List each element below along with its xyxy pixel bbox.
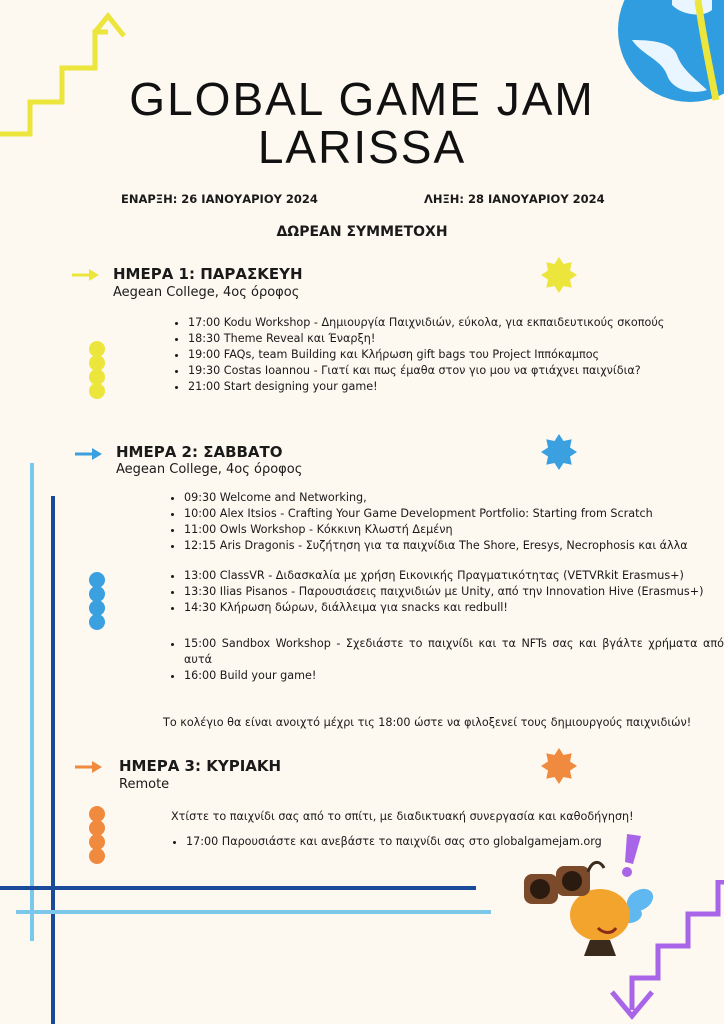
list-item: • 12:15 Aris Dragonis - Συζήτηση για τα παιχνίδια The Shore, Eresys, Necrophosis και άλλα — [184, 538, 724, 554]
navy-vertical-line — [51, 496, 55, 1024]
list-item: • 17:00 Παρουσιάστε και ανεβάστε το παιχνίδι σας στο globalgamejam.org — [186, 834, 646, 850]
light-blue-vertical-line — [30, 463, 34, 941]
day1-title: ΗΜΕΡΑ 1: ΠΑΡΑΣΚΕΥΗ — [113, 265, 303, 283]
list-item: • 15:00 Sandbox Workshop - Σχεδιάστε το παιχνίδι και τα NFTs σας και βγάλτε χρήματα από αυτά — [184, 636, 724, 668]
spacer — [184, 616, 724, 636]
list-item: • 17:00 Kodu Workshop - Δημιουργία Παιχνιδιών, εύκολα, για εκπαιδευτικούς σκοπούς — [188, 315, 680, 331]
day3-schedule — [172, 834, 646, 850]
start-date: ΕΝΑΡΞΗ: 26 ΙΑΝΟΥΑΡΙΟΥ 2024 — [121, 192, 318, 206]
purple-stairs-arrow-icon — [600, 880, 724, 1024]
spacer — [184, 554, 724, 568]
arrow-right-icon — [75, 446, 103, 462]
dots-icon — [87, 571, 107, 635]
badge-icon — [540, 256, 578, 294]
arrow-right-icon — [72, 267, 100, 283]
list-item: • 10:00 Alex Itsios - Crafting Your Game Development Portfolio: Starting from Scratch — [184, 506, 724, 522]
day1-schedule — [174, 315, 680, 395]
list-item: • 09:30 Welcome and Networking, — [184, 490, 724, 506]
list-item: • 13:30 Ilias Pisanos - Παρουσιάσεις παιχνιδιών με Unity, από την Innovation Hive (Erasmus+) — [184, 584, 724, 600]
day1-venue: Aegean College, 4ος όροφος — [113, 285, 300, 300]
day2-venue: Aegean College, 4ος όροφος — [116, 462, 303, 477]
day3-note: Χτίστε το παιχνίδι σας από το σπίτι, με διαδικτυακή συνεργασία και καθοδήγηση! — [171, 810, 634, 823]
badge-icon — [540, 747, 578, 785]
day3-venue: Remote — [119, 777, 170, 792]
event-title-line1: GLOBAL GAME JAM — [129, 73, 595, 125]
light-blue-horizontal-line — [16, 910, 491, 914]
dots-icon — [87, 805, 107, 869]
list-item: • 19:00 FAQs, team Building και Κλήρωση gift bags του Project Ιππόκαμπος — [188, 347, 680, 363]
list-item: • 11:00 Owls Workshop - Κόκκινη Κλωστή Δεμένη — [184, 522, 724, 538]
navy-horizontal-line — [0, 886, 476, 890]
list-item: • 19:30 Costas Ioannou - Γιατί και πως έμαθα στον γιο μου να φτιάχνει παιχνίδια? — [188, 363, 680, 379]
end-date: ΛΗΞΗ: 28 ΙΑΝΟΥΑΡΙΟΥ 2024 — [424, 192, 605, 206]
day2-schedule — [170, 490, 724, 684]
list-item: • 16:00 Build your game! — [184, 668, 724, 684]
badge-icon — [540, 433, 578, 471]
list-item: • 14:30 Κλήρωση δώρων, διάλλειμα για snacks και redbull! — [184, 600, 724, 616]
day2-title: ΗΜΕΡΑ 2: ΣΑΒΒΑΤΟ — [116, 443, 283, 461]
event-title-line2: LARISSA — [257, 121, 467, 173]
dots-icon — [87, 340, 107, 404]
list-item: • 13:00 ClassVR - Διδασκαλία με χρήση Εικονικής Πραγματικότητας (VETVRkit Erasmus+) — [184, 568, 724, 584]
day2-note: Το κολέγιο θα είναι ανοιχτό μέχρι τις 18:00 ώστε να φιλοξενεί τους δημιουργούς παιχνιδιών! — [163, 716, 692, 729]
day3-title: ΗΜΕΡΑ 3: ΚΥΡΙΑΚΗ — [119, 757, 282, 775]
free-entry-banner: ΔΩΡΕΑΝ ΣΥΜΜΕΤΟΧΗ — [276, 224, 448, 240]
arrow-right-icon — [75, 759, 103, 775]
list-item: • 18:30 Theme Reveal και Έναρξη! — [188, 331, 680, 347]
list-item: • 21:00 Start designing your game! — [188, 379, 680, 395]
